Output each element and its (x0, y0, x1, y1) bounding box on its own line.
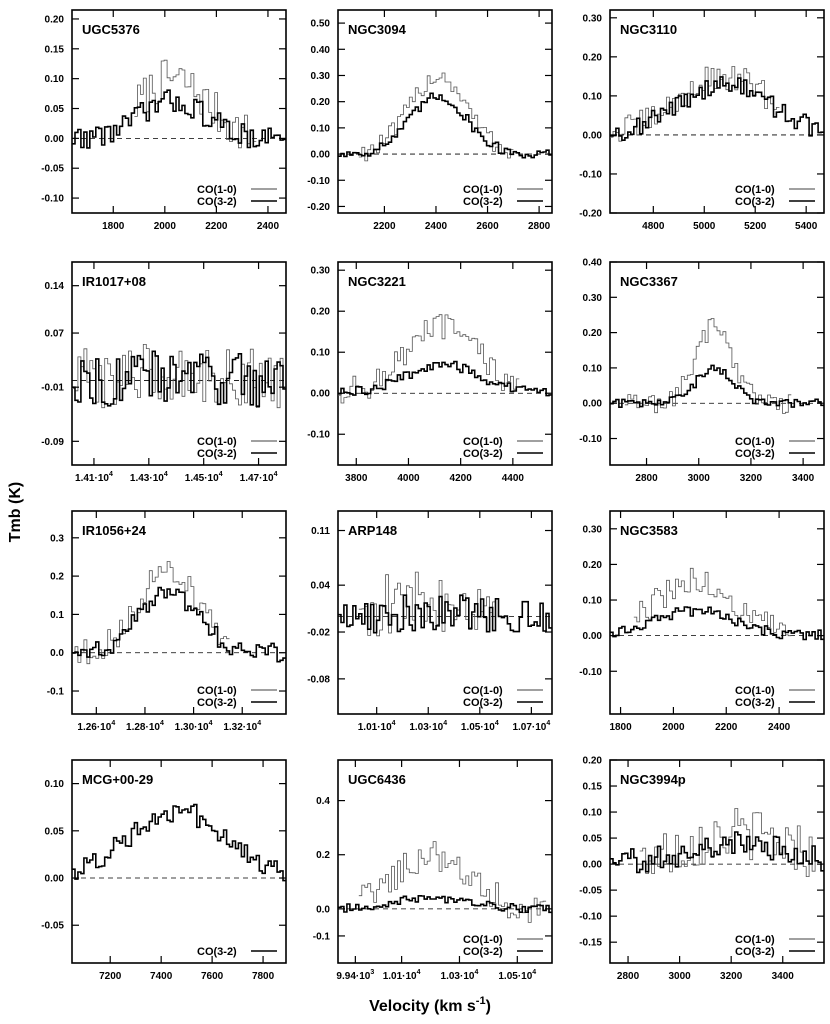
y-tick-label: 0.30 (582, 524, 602, 536)
y-tick-label: 0.00 (310, 388, 330, 400)
panel-ngc3094 (307, 10, 552, 232)
y-tick-label: 0.0 (316, 904, 330, 916)
x-tick-label: 4400 (501, 473, 524, 484)
x-tick-label: $1.47\cdot 10^4$ (239, 471, 278, 484)
y-tick-label: 0.40 (582, 257, 602, 269)
y-tick-label: -0.15 (579, 937, 602, 949)
legend-label: CO(3-2) (197, 448, 237, 460)
x-tick-label: 5200 (744, 221, 767, 232)
y-tick-label: 0.10 (310, 123, 330, 135)
y-tick-label: 0.30 (310, 265, 330, 277)
y-tick-label: 0.20 (310, 97, 330, 109)
y-tick-label: -0.08 (307, 674, 330, 686)
legend-label: CO(1-0) (197, 436, 237, 448)
spectrum-co32 (72, 805, 286, 881)
panel-title: NGC3367 (620, 274, 678, 289)
spectrum-co10 (359, 73, 514, 161)
x-tick-label: 2200 (205, 221, 228, 232)
x-tick-label: 2400 (424, 221, 448, 232)
y-tick-label: 0.15 (44, 44, 64, 56)
panel-title: NGC3583 (620, 523, 678, 538)
spectrum-co32 (338, 362, 552, 396)
spectrum-co10 (359, 842, 546, 923)
y-tick-label: 0.20 (44, 14, 64, 26)
y-tick-label: 0.50 (310, 18, 330, 30)
y-tick-label: -0.10 (579, 169, 602, 181)
y-tick-label: 0.20 (310, 306, 330, 318)
legend-label: CO(3-2) (197, 196, 237, 208)
x-tick-label: 3000 (687, 473, 710, 484)
panel-title: IR1017+08 (82, 274, 146, 289)
x-tick-label: $1.28\cdot 10^4$ (126, 720, 164, 733)
y-tick-label: 0.20 (582, 755, 602, 767)
x-tick-label: $1.03\cdot 10^4$ (440, 969, 479, 982)
panel-title: NGC3221 (348, 274, 406, 289)
x-tick-label: $1.07\cdot 10^4$ (512, 720, 551, 733)
x-tick-label: 5400 (795, 221, 818, 232)
spectrum-co32 (610, 832, 824, 872)
legend-label: CO(3-2) (463, 448, 503, 460)
panel-ngc3367 (579, 258, 824, 485)
y-tick-label: 0.07 (44, 328, 64, 340)
y-tick-label: 0.11 (311, 526, 330, 538)
y-axis-label: Tmb (K) (7, 481, 24, 543)
y-tick-label: 0.10 (582, 363, 602, 375)
y-tick-label: -0.05 (41, 163, 64, 175)
panel-ugc5376 (41, 10, 286, 232)
panel-title: ARP148 (348, 523, 398, 538)
x-tick-label: 3400 (791, 473, 815, 484)
x-tick-label: 4200 (449, 473, 472, 484)
y-tick-label: -0.10 (579, 434, 602, 446)
panel-frame (610, 262, 824, 465)
x-tick-label: 2200 (715, 722, 738, 733)
panel-frame (72, 511, 286, 714)
y-tick-label: 0.10 (44, 74, 64, 86)
y-tick-label: -0.10 (579, 911, 602, 923)
x-tick-label: $1.41\cdot 10^4$ (75, 471, 113, 484)
legend-label: CO(3-2) (735, 697, 775, 709)
panel-frame (72, 10, 286, 213)
y-tick-label: -0.1 (312, 931, 330, 943)
x-tick-label: 2000 (153, 221, 176, 232)
panel-frame (338, 10, 552, 213)
x-tick-label: 2800 (616, 971, 640, 982)
spectrum-co10 (134, 60, 256, 148)
panel-mcg+00-29 (41, 760, 286, 982)
x-tick-label: 7400 (150, 971, 173, 982)
x-tick-label: 2800 (635, 473, 658, 484)
spectrum-co32 (610, 77, 824, 140)
x-tick-label: 3200 (720, 971, 743, 982)
y-tick-label: 0.00 (310, 149, 330, 161)
legend-label: CO(3-2) (463, 697, 503, 709)
legend-label: CO(1-0) (463, 685, 503, 697)
panel-ngc3583 (579, 511, 824, 733)
legend-label: CO(3-2) (735, 196, 775, 208)
panel-title: IR1056+24 (82, 523, 146, 538)
y-tick-label: 0.1 (50, 609, 64, 621)
y-tick-label: -0.05 (41, 920, 64, 932)
panel-ugc6436 (313, 760, 552, 982)
x-tick-label: $1.43\cdot 10^4$ (129, 471, 168, 484)
x-axis-label-close: ) (485, 998, 491, 1015)
legend-label: CO(3-2) (735, 448, 775, 460)
y-tick-label: -0.01 (41, 382, 64, 394)
y-tick-label: -0.09 (41, 436, 64, 448)
x-tick-label: 4800 (642, 221, 665, 232)
panel-title: MCG+00-29 (82, 772, 154, 787)
legend-label: CO(1-0) (735, 184, 775, 196)
y-tick-label: -0.05 (579, 885, 602, 897)
y-tick-label: 0.00 (44, 133, 64, 145)
spectrum-co10 (610, 67, 779, 142)
x-tick-label: $1.03\cdot 10^4$ (409, 720, 448, 733)
x-tick-label: 7200 (99, 971, 122, 982)
y-tick-label: -0.1 (46, 686, 64, 698)
legend-label: CO(1-0) (735, 685, 775, 697)
legend-label: CO(3-2) (197, 697, 237, 709)
y-tick-label: 0.2 (50, 571, 64, 583)
x-tick-label: $1.01\cdot 10^4$ (357, 720, 396, 733)
spectrum-co10 (338, 315, 519, 403)
x-tick-label: 5000 (693, 221, 716, 232)
y-tick-label: 0.20 (582, 52, 602, 64)
spectrum-co10 (72, 562, 230, 664)
y-tick-label: -0.10 (579, 666, 602, 678)
legend-label: CO(1-0) (463, 934, 503, 946)
x-tick-label: 2400 (767, 722, 791, 733)
y-tick-label: -0.02 (307, 627, 330, 639)
y-tick-label: 0.05 (44, 104, 64, 116)
x-tick-label: 3800 (345, 473, 368, 484)
x-tick-label: $1.26\cdot 10^4$ (77, 720, 116, 733)
y-tick-label: 0.10 (582, 595, 602, 607)
y-tick-label: 0.14 (44, 281, 64, 293)
x-tick-label: 2000 (662, 722, 685, 733)
legend-label: CO(1-0) (735, 934, 775, 946)
y-tick-label: 0.3 (50, 533, 64, 545)
y-tick-label: -0.10 (41, 193, 64, 205)
x-tick-label: 2200 (373, 221, 396, 232)
y-tick-label: 0.15 (582, 781, 602, 793)
spectrum-co10 (625, 319, 791, 414)
spectrum-co32 (338, 93, 552, 157)
panel-title: NGC3110 (620, 22, 678, 37)
panel-title: UGC6436 (348, 772, 406, 787)
legend-label: CO(1-0) (197, 685, 237, 697)
x-tick-label: 2800 (527, 221, 551, 232)
y-tick-label: 0.30 (582, 292, 602, 304)
x-tick-label: 4000 (397, 473, 420, 484)
panel-ir1017+08 (41, 262, 286, 484)
x-tick-label: 1800 (609, 722, 632, 733)
spectrum-co32 (610, 607, 824, 640)
legend-label: CO(3-2) (197, 946, 237, 958)
panel-title: NGC3994p (620, 772, 686, 787)
y-tick-label: 0.00 (582, 398, 602, 410)
y-tick-label: 0.00 (44, 873, 64, 885)
y-tick-label: -0.10 (307, 429, 330, 441)
y-tick-label: 0.40 (310, 44, 330, 56)
legend-label: CO(3-2) (463, 196, 503, 208)
x-tick-label: $1.05\cdot 10^4$ (460, 720, 499, 733)
y-tick-label: -0.20 (579, 208, 602, 220)
x-tick-label: $1.01\cdot 10^4$ (382, 969, 421, 982)
y-tick-label: 0.10 (44, 779, 64, 791)
x-tick-label: 3200 (739, 473, 763, 484)
panel-ir1056+24 (47, 511, 286, 733)
y-tick-label: 0.30 (582, 13, 602, 25)
y-tick-label: 0.04 (310, 580, 330, 592)
spectrum-co32 (610, 365, 824, 407)
panel-ngc3994p (579, 756, 824, 983)
panel-frame (610, 10, 824, 213)
x-tick-label: 7800 (251, 971, 275, 982)
spectrum-co32 (72, 90, 286, 148)
y-tick-label: -0.20 (307, 201, 330, 213)
x-tick-label: 3400 (771, 971, 794, 982)
panel-frame (610, 511, 824, 714)
x-tick-label: 1800 (102, 221, 125, 232)
y-tick-label: 0.05 (582, 833, 602, 845)
panel-ngc3221 (307, 262, 552, 484)
x-tick-label: $1.05\cdot 10^4$ (498, 969, 537, 982)
legend-label: CO(3-2) (735, 946, 775, 958)
x-axis-label-exponent: -1 (475, 995, 486, 1007)
y-tick-label: 0.05 (44, 826, 64, 838)
x-tick-label: $1.30\cdot 10^4$ (174, 720, 213, 733)
x-axis-label (369, 995, 491, 1015)
spectrum-co32 (72, 588, 286, 662)
x-tick-label: 2600 (476, 221, 499, 232)
x-tick-label: $1.45\cdot 10^4$ (184, 471, 223, 484)
y-tick-label: 0.20 (582, 559, 602, 571)
panel-grid (41, 10, 824, 982)
legend-label: CO(1-0) (197, 184, 237, 196)
y-tick-label: 0.10 (582, 91, 602, 103)
x-tick-label: $9.94\cdot 10^3$ (336, 969, 375, 982)
x-tick-label: 2400 (256, 221, 280, 232)
y-tick-label: 0.2 (316, 850, 330, 862)
y-tick-label: 0.4 (316, 796, 330, 808)
legend-label: CO(1-0) (735, 436, 775, 448)
panel-title: NGC3094 (348, 22, 406, 37)
y-tick-label: 0.00 (582, 859, 602, 871)
x-tick-label: 3000 (668, 971, 691, 982)
legend-label: CO(3-2) (463, 946, 503, 958)
legend-label: CO(1-0) (463, 184, 503, 196)
x-tick-label: 7600 (200, 971, 224, 982)
y-tick-label: 0.30 (310, 70, 330, 82)
x-tick-label: $1.32\cdot 10^4$ (223, 720, 262, 733)
panel-arp148 (307, 511, 552, 733)
x-axis-label-main: Velocity (km s (369, 998, 476, 1015)
y-tick-label: 0.10 (582, 807, 602, 819)
y-tick-label: -0.10 (307, 175, 330, 187)
panel-ngc3110 (579, 10, 824, 232)
y-tick-label: 0.0 (50, 648, 64, 660)
legend-label: CO(1-0) (463, 436, 503, 448)
y-tick-label: 0.10 (310, 347, 330, 359)
y-tick-label: 0.20 (582, 328, 602, 340)
panel-title: UGC5376 (82, 22, 140, 37)
y-tick-label: 0.00 (582, 631, 602, 643)
y-tick-label: 0.00 (582, 130, 602, 142)
